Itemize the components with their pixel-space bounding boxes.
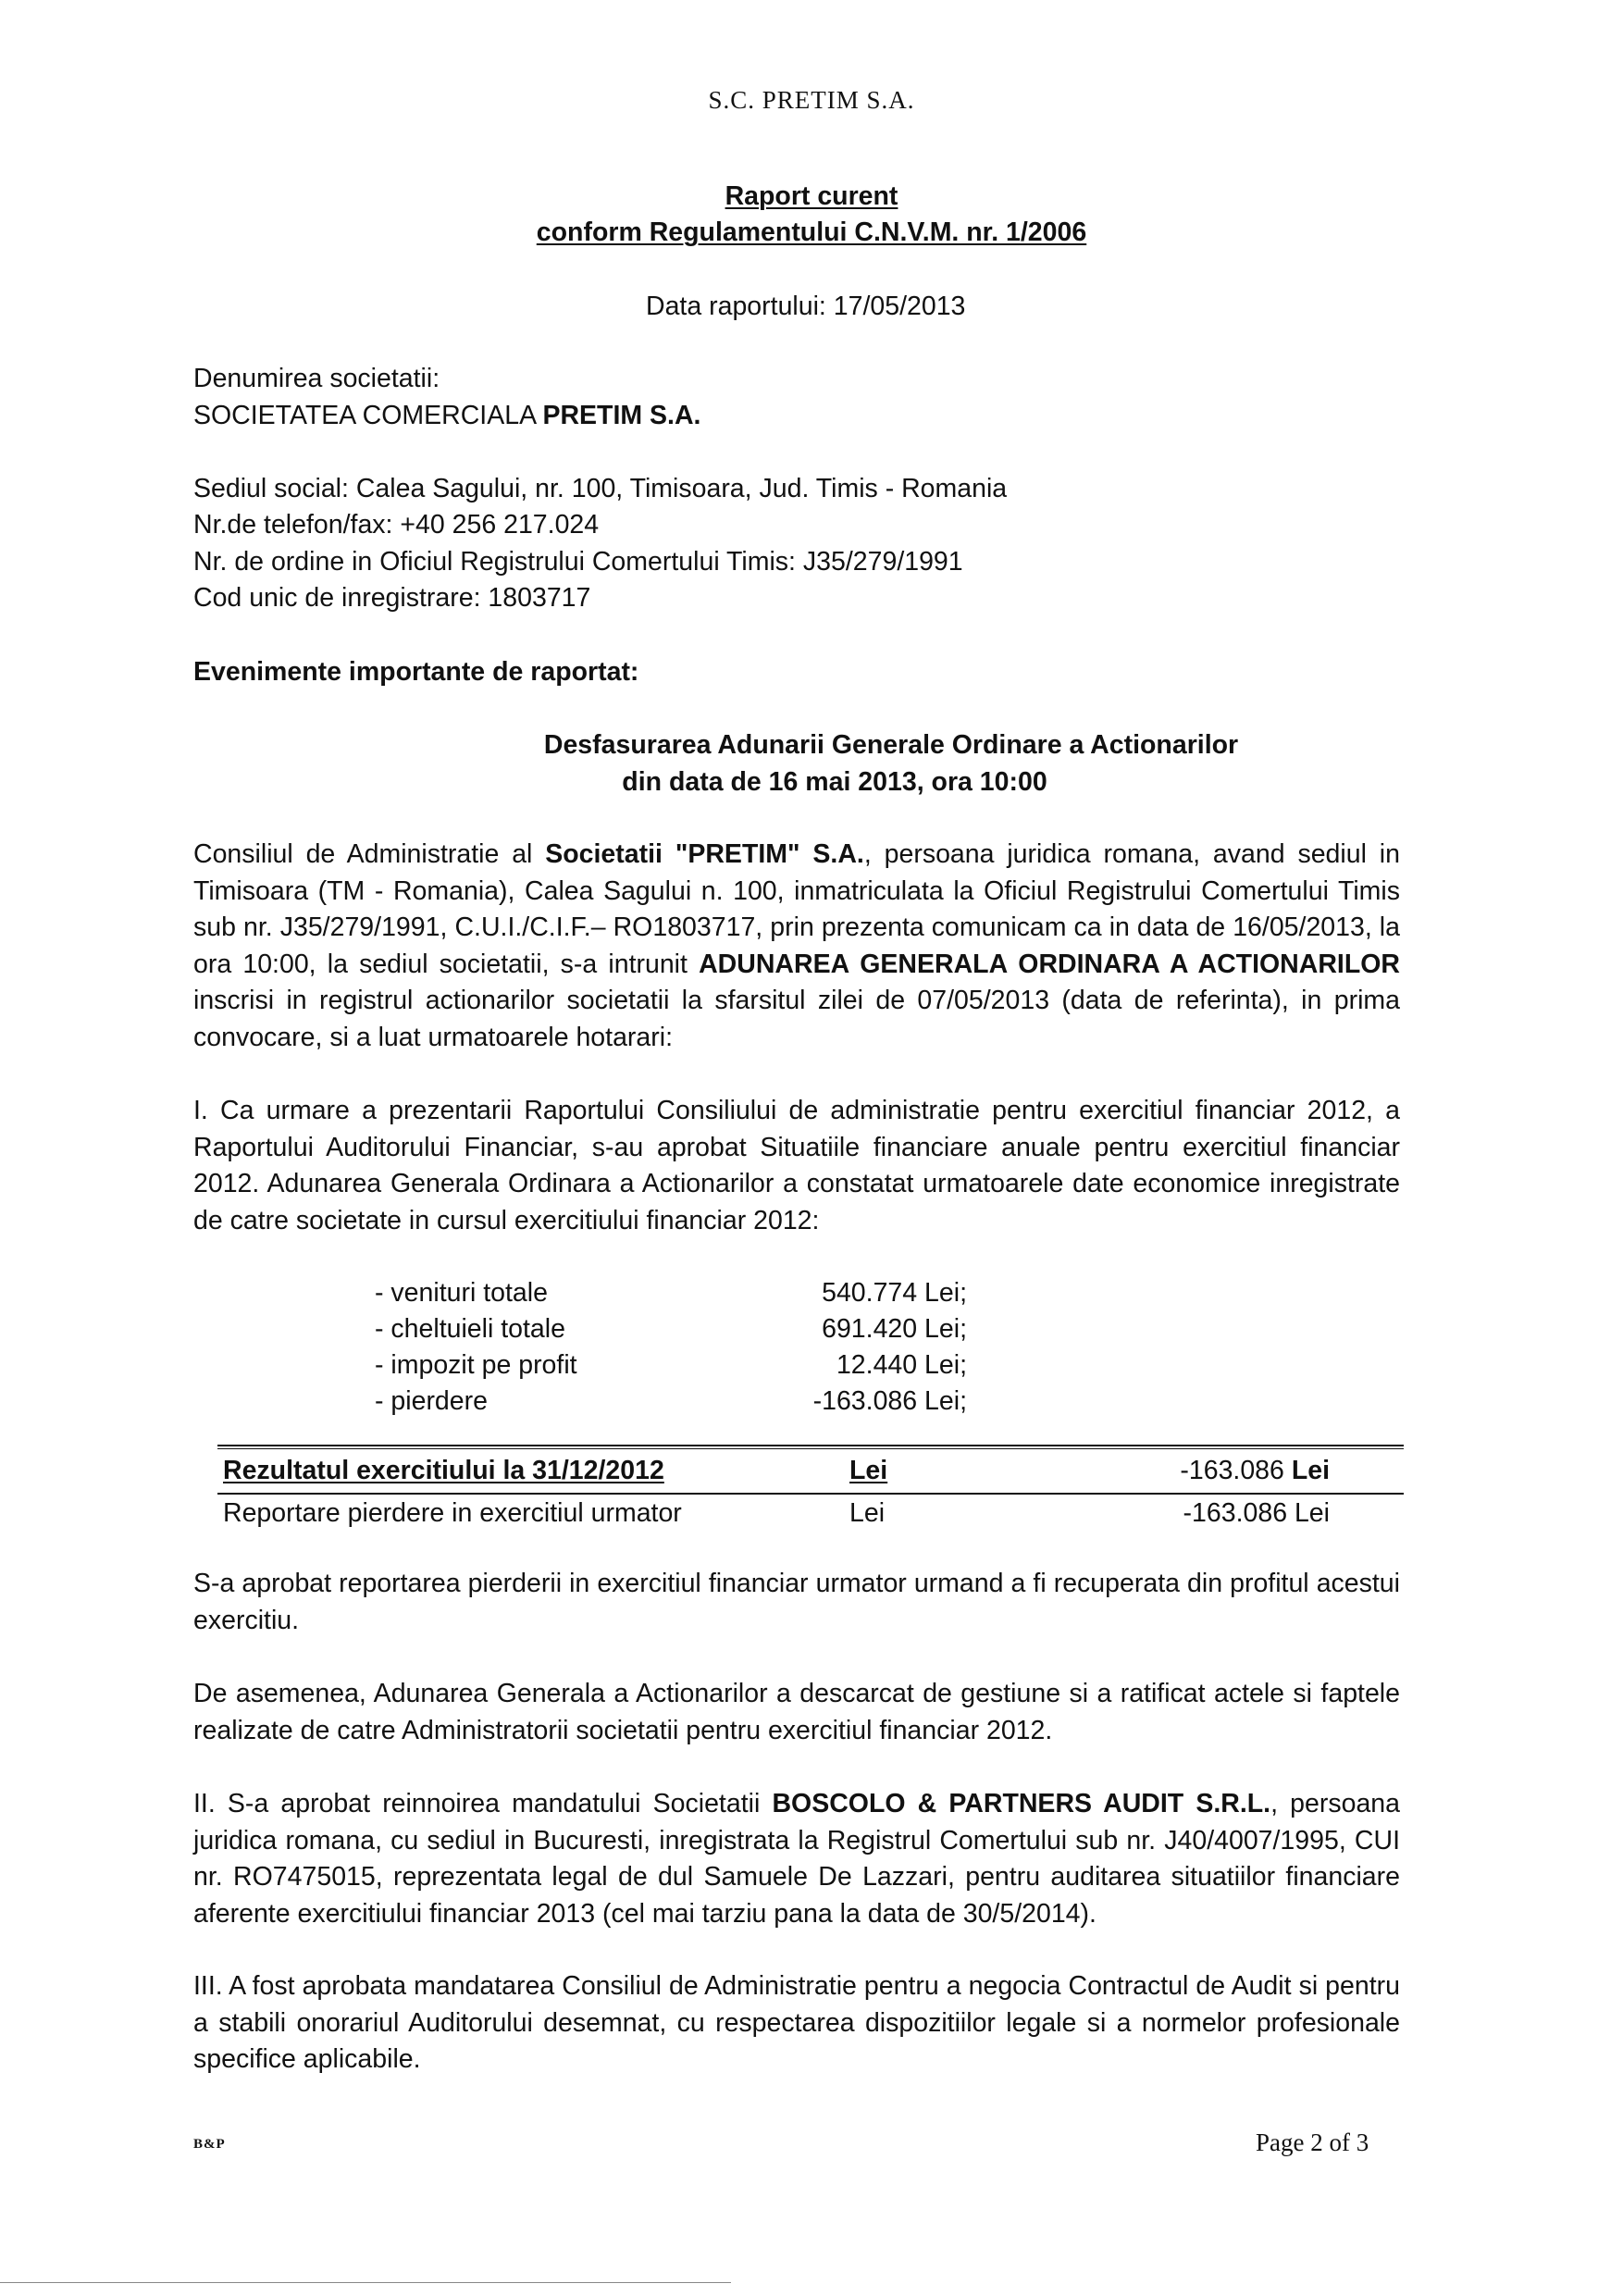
financial-list (375, 1275, 967, 1420)
company-registry: Nr. de ordine in Oficiul Registrului Comertului Timis: J35/279/1991 (193, 547, 963, 577)
intro-assembly-bold: ADUNAREA GENERALA ORDINARA A ACTIONARILOR (699, 949, 1400, 979)
financial-value: 12.440 Lei; (836, 1350, 967, 1380)
footer-left-mark: B&P (193, 2137, 226, 2152)
financial-label: - cheltuieli totale (375, 1314, 565, 1344)
financial-item (375, 1347, 967, 1384)
report-title (0, 179, 1623, 216)
financial-label: - impozit pe profit (375, 1350, 577, 1380)
intro-paragraph (193, 837, 1400, 1057)
company-seat: Sediul social: Calea Sagului, nr. 100, Timisoara, Jud. Timis - Romania (193, 474, 1008, 503)
intro-company-bold: Societatii "PRETIM" S.A. (545, 839, 864, 869)
intro-text-3: inscrisi in registrul actionarilor societatii la sfarsitul zilei de 07/05/2013 (data de referinta), in prima convocare, si a luat urmatoarele hotarari: (193, 986, 1400, 1053)
scan-edge-line (0, 2282, 731, 2283)
section-3-paragraph: III. A fost aprobata mandatarea Consiliul de Administratie pentru a negocia Contractul de Audit si pentru a stabili onorariul Auditorului desemnat, cu respectarea dispozitiilor legale si a normelor profesionale specifice aplicabile. (193, 1971, 1400, 2075)
result-label: Rezultatul exercitiului la 31/12/2012 (223, 1456, 664, 1485)
company-name-bold: PRETIM S.A. (542, 401, 701, 430)
loss-carry-paragraph: S-a aprobat reportarea pierderii in exercitiul financiar urmator urmand a fi recuperata din profitul acestui exercitiu. (193, 1569, 1400, 1635)
financial-item (375, 1275, 967, 1311)
result-table-top-rule (217, 1445, 1404, 1446)
company-name-prefix: SOCIETATEA COMERCIALA (193, 401, 543, 430)
section-2-text-2: , persoana juridica romana, cu sediul in Bucuresti, inregistrata la Registrul Comertului sub nr. J40/4007/1995, CUI nr. RO7475015, reprezentata legal de dul Samuele De Lazzari, pentru auditarea situatiilor financiare aferente exercitiului financiar 2013 (cel mai tarziu pana la data de 30/5/2014). (193, 1789, 1400, 1929)
section-2-paragraph (193, 1786, 1400, 1932)
financial-item (375, 1311, 967, 1347)
result-value-number: -163.086 (1180, 1456, 1292, 1485)
financial-value: -163.086 Lei; (812, 1386, 967, 1416)
company-header (0, 83, 1623, 118)
intro-text-1: Consiliul de Administratie al (193, 839, 546, 869)
carry-forward-row (217, 1496, 1404, 1533)
carry-forward-value: -163.086 Lei (1183, 1498, 1330, 1528)
result-unit: Lei (849, 1456, 888, 1485)
event-title (0, 727, 1623, 800)
intro-text-2: , persoana juridica romana, avand sediul in Timisoara (TM - Romania), Calea Sagului n. 100, inmatriculata la Oficiul Registrului Comertului Timis sub nr. J35/279/1991, C.U.I./C.I.F.– RO1803717, prin prezenta comunicam ca in data de 16/05/2013, la ora 10:00, la sediul societatii, s-a intrunit (193, 839, 1400, 979)
financial-label: - pierdere (375, 1386, 488, 1416)
report-title-line1: Raport curent (725, 181, 898, 211)
section-1-paragraph: I. Ca urmare a prezentarii Raportului Consiliului de administratie pentru exercitiul financiar 2012, a Raportului Auditorului Financiar, s-au aprobat Situatiile financiare anuale pentru exercitiul financiar 2012. Adunarea Generala Ordinara a Actionarilor a constatat urmatoarele date economice inregistrate de catre societate in cursul exercitiului financiar 2012: (193, 1096, 1400, 1235)
carry-forward-unit: Lei (849, 1498, 886, 1528)
result-table-middle-rule (217, 1493, 1404, 1495)
result-value (1180, 1453, 1330, 1490)
financial-label: - venituri totale (375, 1278, 548, 1308)
carry-forward-label: Reportare pierdere in exercitiul urmator (223, 1498, 682, 1528)
event-title-line1: Desfasurarea Adunarii Generale Ordinare a Actionarilor (543, 730, 1239, 760)
company-cui: Cod unic de inregistrare: 1803717 (193, 583, 591, 613)
financial-value: 691.420 Lei; (822, 1314, 967, 1344)
financial-item (375, 1384, 967, 1420)
result-table-top-rule-2 (217, 1448, 1404, 1449)
report-subtitle (0, 215, 1623, 252)
result-row (217, 1453, 1404, 1490)
company-name-label: Denumirea societatii: (193, 364, 440, 393)
discharge-paragraph: De asemenea, Adunarea Generala a Actionarilor a descarcat de gestiune si a ratificat actele si faptele realizate de catre Administratorii societatii pentru exercitiul financiar 2012. (193, 1679, 1400, 1745)
report-date: Data raportului: 17/05/2013 (646, 292, 966, 321)
page-number: Page 2 of 3 (1256, 2128, 1369, 2156)
event-title-line2: din data de 16 mai 2013, ora 10:00 (622, 766, 1047, 797)
company-phone: Nr.de telefon/fax: +40 256 217.024 (193, 510, 600, 540)
auditor-name-bold: BOSCOLO & PARTNERS AUDIT S.R.L. (772, 1789, 1271, 1818)
report-title-line2: conform Regulamentului C.N.V.M. nr. 1/2006 (536, 217, 1087, 247)
section-2-text-1: II. S-a aprobat reinnoirea mandatului Societatii (193, 1789, 773, 1818)
events-heading: Evenimente importante de raportat: (193, 657, 639, 687)
company-header-text: S.C. PRETIM S.A. (708, 86, 915, 114)
company-name (193, 398, 700, 435)
financial-value: 540.774 Lei; (822, 1278, 967, 1308)
result-value-unit: Lei (1291, 1456, 1330, 1485)
